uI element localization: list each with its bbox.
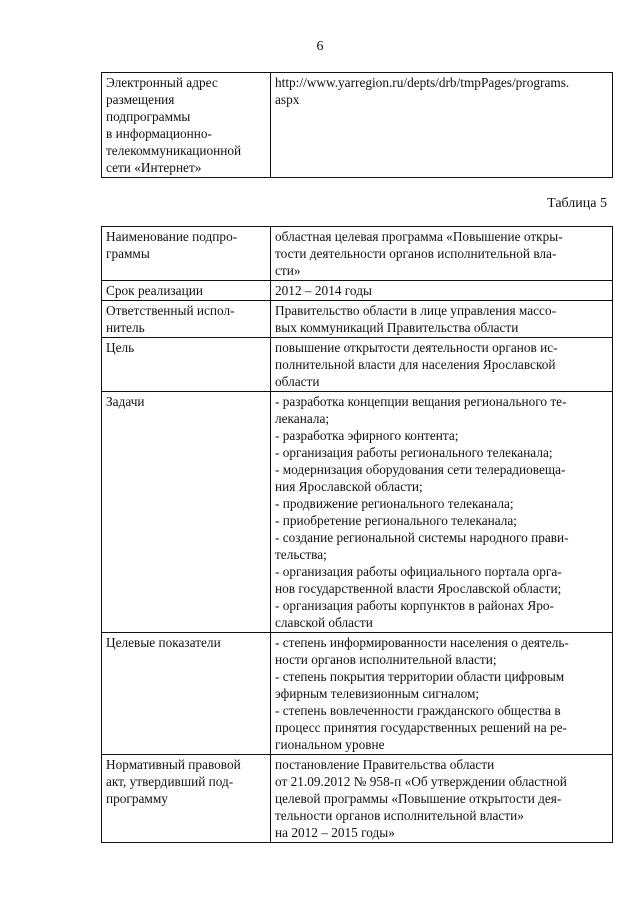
address-url-line: aspx [275, 92, 300, 107]
table-caption: Таблица 5 [547, 196, 607, 211]
cell-line: - приобретение регионального телеканала; [275, 513, 518, 528]
address-value-cell [271, 73, 613, 178]
cell-line: Нормативный правовой [106, 757, 241, 772]
cell-line: нитель [106, 320, 145, 335]
cell-line: славской области [275, 615, 373, 630]
cell-line: полнительной власти для населения Ярославской [275, 357, 556, 372]
cell-line: тельности органов исполнительной власти» [275, 808, 524, 823]
cell-line: граммы [106, 246, 150, 261]
cell-line: - степень покрытия территории области цифровым [275, 669, 565, 684]
cell-line: Ответственный испол- [106, 303, 235, 318]
cell-line: - организация работы официального портала орга- [275, 564, 562, 579]
cell-line: акт, утвердивший под- [106, 774, 234, 789]
cell-line: леканала; [275, 411, 330, 426]
cell-line: повышение открытости деятельности органов ис- [275, 340, 558, 355]
cell-line: тельства; [275, 547, 327, 562]
row-label-cell [102, 633, 271, 755]
row-label-cell [102, 227, 271, 281]
cell-line: программу [106, 791, 168, 806]
cell-line: сти» [275, 263, 301, 278]
cell-line: в информационно- [106, 126, 212, 141]
cell-line: вых коммуникаций Правительства области [275, 320, 519, 335]
cell-line: от 21.09.2012 № 958-п «Об утверждении областной [275, 774, 567, 789]
cell-line: целевой программы «Повышение открытости дея- [275, 791, 562, 806]
cell-line: - разработка эфирного контента; [275, 428, 459, 443]
table-row [102, 755, 613, 843]
cell-line: Задачи [106, 394, 145, 409]
cell-line: области [275, 374, 320, 389]
row-value-cell [271, 301, 613, 338]
row-value-cell [271, 392, 613, 633]
row-label-cell [102, 338, 271, 392]
cell-line: - организация работы корпунктов в районах Яро- [275, 598, 554, 613]
cell-line: Наименование подпро- [106, 229, 238, 244]
table-row [102, 338, 613, 392]
cell-line: ности органов исполнительной власти; [275, 652, 497, 667]
cell-line: Цель [106, 340, 135, 355]
cell-line: - разработка концепции вещания регионального те- [275, 394, 567, 409]
table-row [102, 227, 613, 281]
row-label-cell [102, 301, 271, 338]
cell-line: - продвижение регионального телеканала; [275, 496, 514, 511]
cell-line: гиональном уровне [275, 737, 385, 752]
cell-line: телекоммуникационной [106, 143, 242, 158]
cell-line: 2012 – 2014 годы [275, 283, 372, 298]
cell-line: - степень информированности населения о деятель- [275, 635, 569, 650]
cell-line: - степень вовлеченности гражданского общества в [275, 703, 561, 718]
program-passport-table [101, 226, 613, 843]
table-row [102, 392, 613, 633]
table-row [102, 281, 613, 301]
table-row [102, 73, 613, 178]
cell-line: Электронный адрес [106, 75, 218, 90]
cell-line: нов государственной власти Ярославской области; [275, 581, 562, 596]
table-row [102, 633, 613, 755]
cell-line: постановление Правительства области [275, 757, 495, 772]
cell-line: Целевые показатели [106, 635, 221, 650]
row-label-cell [102, 755, 271, 843]
cell-line: Срок реализации [106, 283, 203, 298]
cell-line: - организация работы регионального телеканала; [275, 445, 553, 460]
row-value-cell [271, 338, 613, 392]
page-number: 6 [316, 39, 324, 54]
cell-line: областная целевая программа «Повышение откры- [275, 229, 563, 244]
address-url-line: http://www.yarregion.ru/depts/drb/tmpPages/programs. [275, 75, 570, 90]
row-value-cell [271, 755, 613, 843]
cell-line: - модернизация оборудования сети телерадиовеща- [275, 462, 566, 477]
row-value-cell [271, 633, 613, 755]
cell-line: размещения [106, 92, 175, 107]
row-value-cell [271, 227, 613, 281]
row-label-cell [102, 281, 271, 301]
cell-line: процесс принятия государственных решений на ре- [275, 720, 567, 735]
cell-line: подпрограммы [106, 109, 191, 124]
cell-line: сети «Интернет» [106, 160, 202, 175]
cell-line: эфирным телевизионным сигналом; [275, 686, 480, 701]
cell-line: - создание региональной системы народного прави- [275, 530, 569, 545]
cell-line: Правительство области в лице управления массо- [275, 303, 557, 318]
table-row [102, 301, 613, 338]
address-table [101, 72, 613, 178]
cell-line: ния Ярославской области; [275, 479, 423, 494]
cell-line: на 2012 – 2015 годы» [275, 825, 395, 840]
row-value-cell [271, 281, 613, 301]
cell-line: тости деятельности органов исполнительной вла- [275, 246, 557, 261]
row-label-cell [102, 392, 271, 633]
address-label-cell [102, 73, 271, 178]
